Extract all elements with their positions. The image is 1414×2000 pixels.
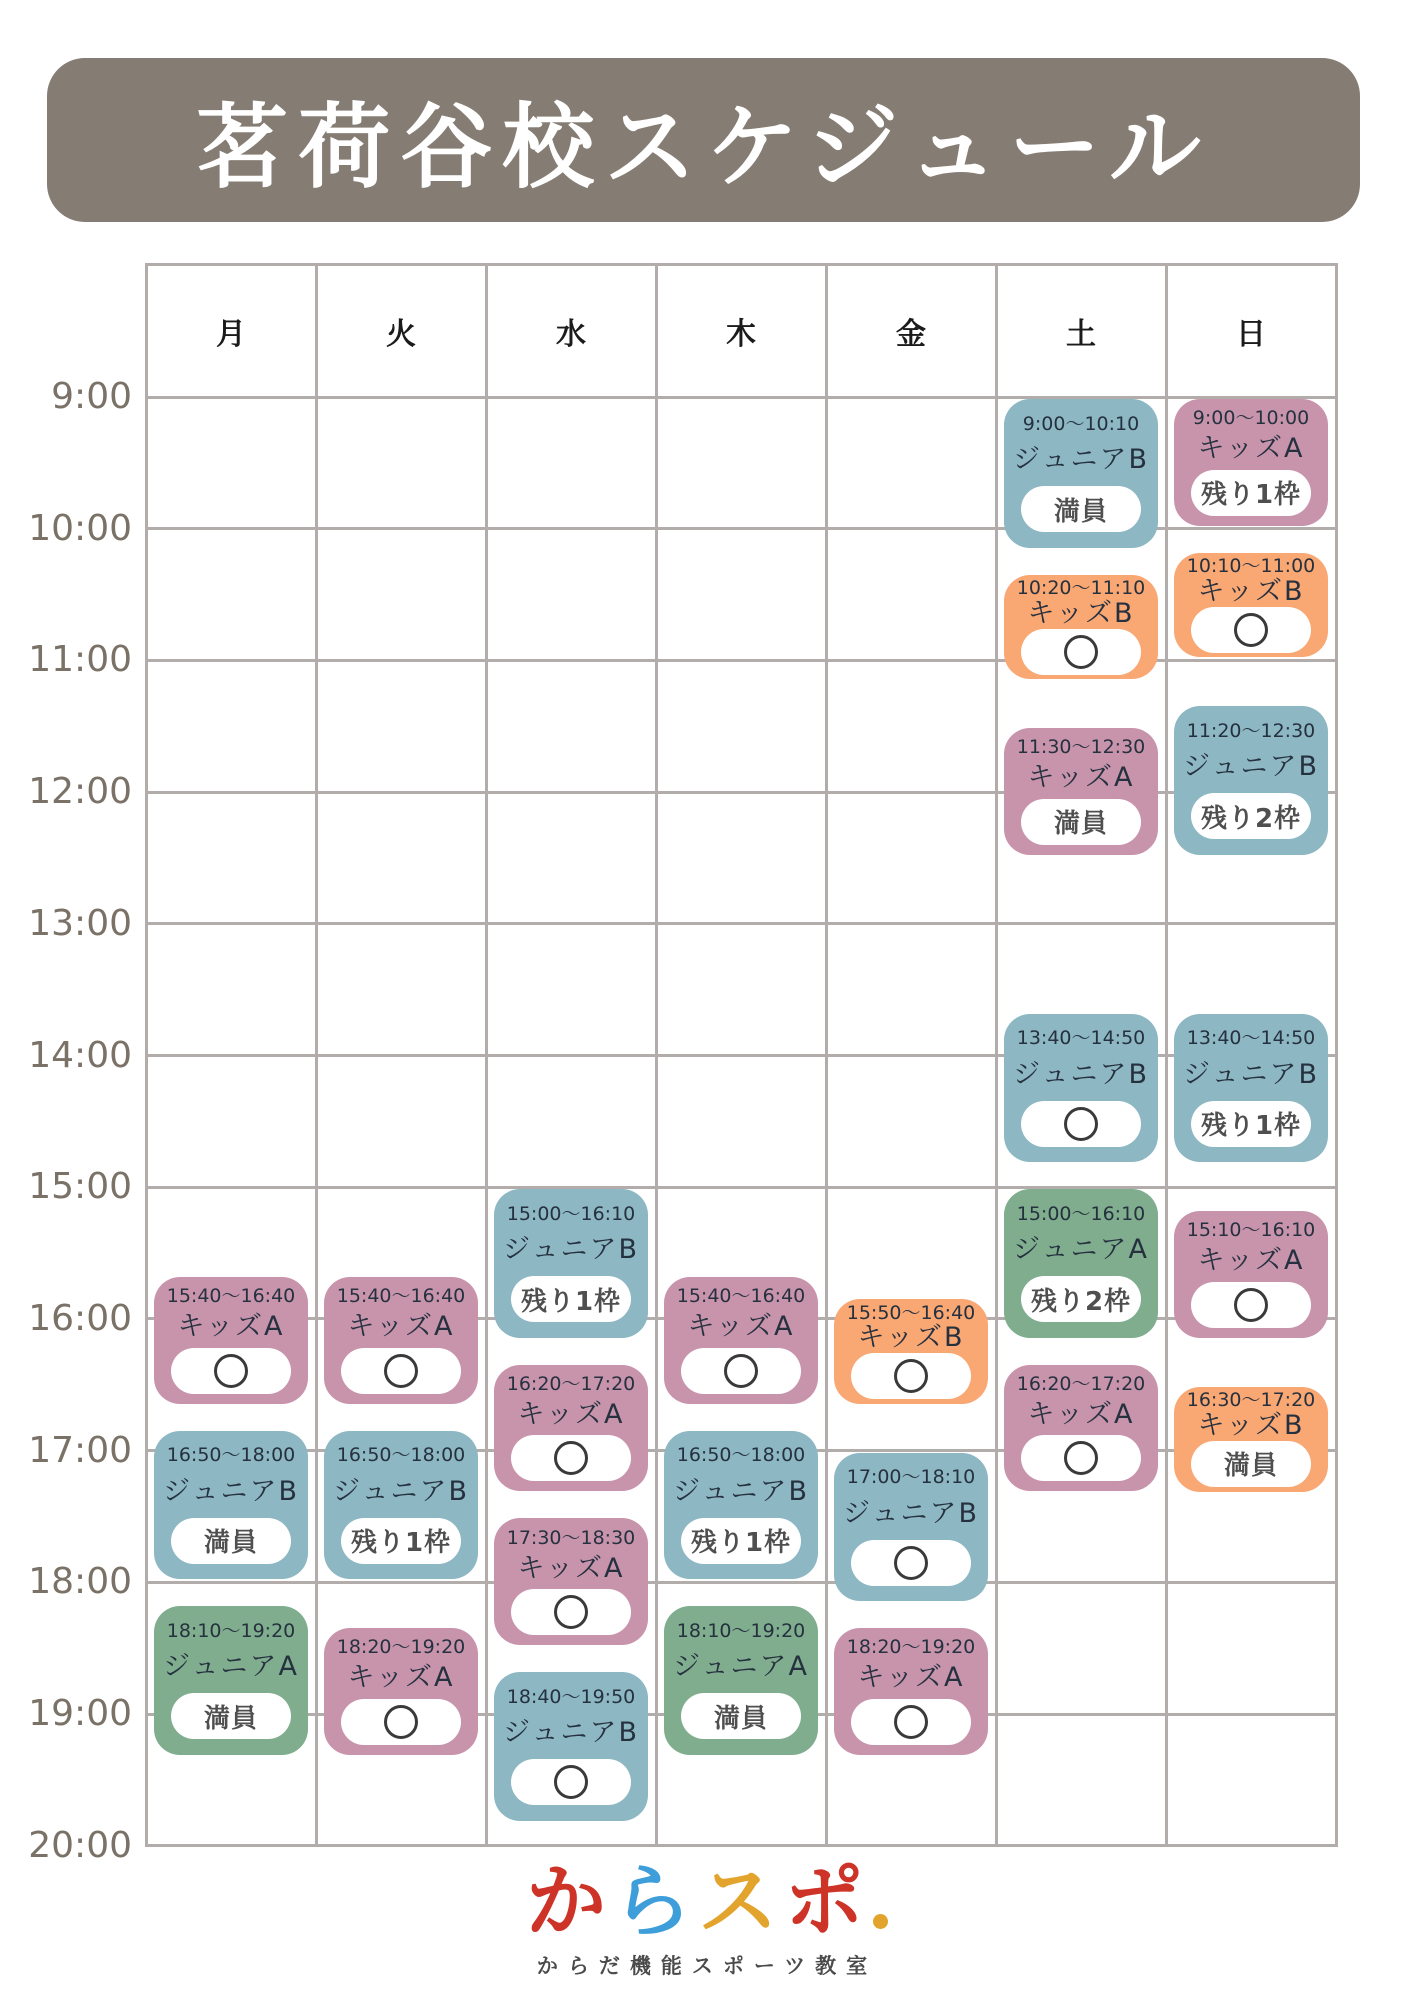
status-badge <box>1191 1101 1311 1147</box>
class-name: ジュニアA <box>673 1651 809 1683</box>
day-header-mon: 月 <box>216 316 246 352</box>
class-name: ジュニアB <box>1183 1058 1319 1090</box>
class-card-sat-900 <box>1004 399 1158 548</box>
grid-line-h <box>145 659 1338 662</box>
open-circle-icon <box>554 1765 588 1799</box>
status-badge <box>511 1276 631 1322</box>
class-time: 18:10〜19:20 <box>676 1619 806 1642</box>
class-name: キッズA <box>1027 762 1135 794</box>
class-card-sat-1340 <box>1004 1014 1158 1163</box>
grid-line-h <box>145 1054 1338 1057</box>
class-name: キッズA <box>517 1552 625 1584</box>
class-name: ジュニアB <box>333 1475 469 1507</box>
time-label-13-00: 13:00 <box>28 902 132 944</box>
status-badge <box>681 1518 801 1564</box>
open-circle-icon <box>384 1705 418 1739</box>
class-card-sun-1010 <box>1174 553 1328 658</box>
time-label-12-00: 12:00 <box>28 771 132 813</box>
status-badge <box>1191 793 1311 839</box>
class-card-sun-1510 <box>1174 1211 1328 1338</box>
status-badge <box>681 1693 801 1739</box>
logo-char-2: ら <box>612 1855 698 1948</box>
class-card-sun-1630 <box>1174 1387 1328 1492</box>
logo-word <box>0 1855 1414 1948</box>
logo-char-4: ポ <box>784 1855 870 1948</box>
time-label-20-00: 20:00 <box>28 1824 132 1866</box>
open-circle-icon <box>724 1354 758 1388</box>
status-badge <box>341 1348 461 1394</box>
open-circle-icon <box>894 1546 928 1580</box>
status-badge <box>511 1589 631 1635</box>
class-name: ジュニアB <box>1013 1058 1149 1090</box>
class-time: 16:50〜18:00 <box>676 1444 806 1467</box>
status-badge <box>1021 629 1141 675</box>
class-name: ジュニアB <box>1013 444 1149 476</box>
status-badge <box>851 1699 971 1745</box>
logo <box>0 1855 1414 1980</box>
status-label: 残り1枠 <box>1200 1111 1302 1142</box>
open-circle-icon <box>214 1354 248 1388</box>
status-label: 残り1枠 <box>690 1528 792 1559</box>
time-label-19-00: 19:00 <box>28 1693 132 1734</box>
status-label: 残り2枠 <box>1030 1286 1132 1317</box>
class-card-tue-1650 <box>324 1431 478 1580</box>
grid-line-h <box>145 1186 1338 1189</box>
status-badge <box>851 1540 971 1586</box>
page-title: 茗荷谷校スケジュール <box>196 94 1211 201</box>
class-card-wed-1620 <box>494 1365 648 1492</box>
status-badge <box>1021 1101 1141 1147</box>
day-header-sun: 日 <box>1236 316 1266 352</box>
class-card-wed-1730 <box>494 1518 648 1645</box>
status-badge <box>511 1435 631 1481</box>
class-card-wed-1500 <box>494 1189 648 1338</box>
class-card-sat-1020 <box>1004 575 1158 680</box>
class-name: ジュニアB <box>673 1475 809 1507</box>
time-label-15-00: 15:00 <box>28 1166 132 1208</box>
open-circle-icon <box>554 1441 588 1475</box>
status-badge <box>171 1693 291 1739</box>
status-label: 満員 <box>713 1703 768 1734</box>
title-banner <box>47 58 1360 222</box>
class-name: キッズA <box>1197 433 1305 465</box>
open-circle-icon <box>554 1595 588 1629</box>
class-time: 11:30〜12:30 <box>1016 736 1146 759</box>
class-time: 15:40〜16:40 <box>676 1285 806 1308</box>
logo-period-dot <box>873 1914 888 1929</box>
time-label-17-00: 17:00 <box>28 1429 132 1471</box>
time-label-11-00: 11:00 <box>28 639 132 681</box>
class-time: 18:10〜19:20 <box>166 1619 296 1642</box>
time-label-16-00: 16:00 <box>28 1297 132 1339</box>
class-card-thu-1810 <box>664 1606 818 1755</box>
class-card-wed-1840 <box>494 1672 648 1821</box>
day-header-fri: 金 <box>896 316 926 352</box>
open-circle-icon <box>1234 1288 1268 1322</box>
day-header-sat: 土 <box>1066 316 1096 352</box>
day-header-wed: 水 <box>556 316 586 352</box>
class-card-tue-1820 <box>324 1628 478 1755</box>
class-time: 15:40〜16:40 <box>166 1285 296 1308</box>
class-card-mon-1650 <box>154 1431 308 1580</box>
open-circle-icon <box>894 1359 928 1393</box>
grid-line-h <box>145 1844 1338 1847</box>
status-label: 満員 <box>1223 1451 1278 1482</box>
grid-line-h <box>145 922 1338 925</box>
class-time: 18:20〜19:20 <box>336 1636 466 1659</box>
class-time: 16:30〜17:20 <box>1186 1389 1316 1412</box>
open-circle-icon <box>1064 1441 1098 1475</box>
logo-char-3: ス <box>698 1855 784 1948</box>
status-badge <box>511 1759 631 1805</box>
class-time: 15:50〜16:40 <box>846 1301 976 1324</box>
grid-line-h <box>145 527 1338 530</box>
class-time: 16:20〜17:20 <box>1016 1372 1146 1395</box>
class-card-thu-1650 <box>664 1431 818 1580</box>
status-label: 満員 <box>203 1528 258 1559</box>
class-name: キッズA <box>177 1311 285 1343</box>
class-time: 13:40〜14:50 <box>1016 1027 1146 1050</box>
class-time: 11:20〜12:30 <box>1186 719 1316 742</box>
class-card-mon-1540 <box>154 1277 308 1404</box>
class-time: 13:40〜14:50 <box>1186 1027 1316 1050</box>
class-time: 15:10〜16:10 <box>1186 1219 1316 1242</box>
class-card-sat-1500 <box>1004 1189 1158 1338</box>
class-name: ジュニアB <box>843 1497 979 1529</box>
class-name: キッズA <box>1197 1245 1305 1277</box>
status-badge <box>681 1348 801 1394</box>
class-name: キッズA <box>517 1398 625 1430</box>
class-name: キッズA <box>347 1662 455 1694</box>
class-card-thu-1540 <box>664 1277 818 1404</box>
status-badge <box>171 1348 291 1394</box>
status-label: 満員 <box>203 1703 258 1734</box>
status-badge <box>171 1518 291 1564</box>
status-badge <box>851 1353 971 1399</box>
open-circle-icon <box>1064 635 1098 669</box>
class-name: キッズB <box>1197 575 1305 607</box>
status-badge <box>1191 1441 1311 1487</box>
class-time: 15:40〜16:40 <box>336 1285 466 1308</box>
class-name: キッズA <box>1027 1398 1135 1430</box>
time-label-18-00: 18:00 <box>28 1561 132 1603</box>
logo-tagline: からだ機能スポーツ教室 <box>536 1954 878 1978</box>
time-label-14-00: 14:00 <box>28 1034 132 1076</box>
status-badge <box>1191 470 1311 516</box>
class-name: キッズA <box>857 1662 965 1694</box>
class-card-tue-1540 <box>324 1277 478 1404</box>
time-label-10-00: 10:00 <box>28 507 132 549</box>
status-badge <box>341 1699 461 1745</box>
status-badge <box>1191 1282 1311 1328</box>
grid-line-h <box>145 1581 1338 1584</box>
class-time: 16:20〜17:20 <box>506 1372 636 1395</box>
class-name: ジュニアA <box>163 1651 299 1683</box>
class-name: キッズB <box>1197 1409 1305 1441</box>
status-label: 残り2枠 <box>1200 803 1302 834</box>
class-time: 16:50〜18:00 <box>166 1444 296 1467</box>
class-time: 18:20〜19:20 <box>846 1636 976 1659</box>
class-card-fri-1700 <box>834 1453 988 1602</box>
class-time: 15:00〜16:10 <box>506 1202 636 1225</box>
open-circle-icon <box>1064 1107 1098 1141</box>
status-label: 満員 <box>1053 809 1108 840</box>
class-name: キッズB <box>857 1322 965 1354</box>
class-time: 9:00〜10:00 <box>1192 407 1310 430</box>
class-time: 10:20〜11:10 <box>1016 577 1146 600</box>
status-badge <box>1191 607 1311 653</box>
class-card-sun-900 <box>1174 399 1328 526</box>
class-card-fri-1550 <box>834 1299 988 1404</box>
status-label: 満員 <box>1053 496 1108 527</box>
class-card-sun-1340 <box>1174 1014 1328 1163</box>
class-name: キッズA <box>347 1311 455 1343</box>
status-label: 残り1枠 <box>350 1528 452 1559</box>
class-card-mon-1810 <box>154 1606 308 1755</box>
class-time: 15:00〜16:10 <box>1016 1202 1146 1225</box>
class-name: ジュニアA <box>1013 1234 1149 1266</box>
status-label: 残り1枠 <box>1200 480 1302 511</box>
class-card-fri-1820 <box>834 1628 988 1755</box>
class-name: キッズB <box>1027 597 1135 629</box>
class-name: ジュニアB <box>503 1717 639 1749</box>
time-label-9-00: 9:00 <box>51 376 132 417</box>
class-time: 10:10〜11:00 <box>1186 555 1316 578</box>
class-card-sun-1120 <box>1174 706 1328 855</box>
class-name: ジュニアB <box>1183 751 1319 783</box>
class-time: 9:00〜10:10 <box>1022 412 1140 435</box>
open-circle-icon <box>1234 613 1268 647</box>
status-label: 残り1枠 <box>520 1286 622 1317</box>
class-card-sat-1620 <box>1004 1365 1158 1492</box>
class-time: 16:50〜18:00 <box>336 1444 466 1467</box>
status-badge <box>1021 486 1141 532</box>
class-time: 17:00〜18:10 <box>846 1466 976 1489</box>
status-badge <box>1021 1435 1141 1481</box>
class-name: ジュニアB <box>503 1234 639 1266</box>
class-name: ジュニアB <box>163 1475 299 1507</box>
status-badge <box>1021 799 1141 845</box>
class-card-sat-1130 <box>1004 728 1158 855</box>
open-circle-icon <box>894 1705 928 1739</box>
class-time: 18:40〜19:50 <box>506 1685 636 1708</box>
class-name: キッズA <box>687 1311 795 1343</box>
status-badge <box>1021 1276 1141 1322</box>
day-header-thu: 木 <box>726 316 756 352</box>
open-circle-icon <box>384 1354 418 1388</box>
logo-char-1: か <box>526 1855 612 1948</box>
grid-line-h <box>145 791 1338 794</box>
day-header-tue: 火 <box>386 316 416 352</box>
class-time: 17:30〜18:30 <box>506 1526 636 1549</box>
status-badge <box>341 1518 461 1564</box>
